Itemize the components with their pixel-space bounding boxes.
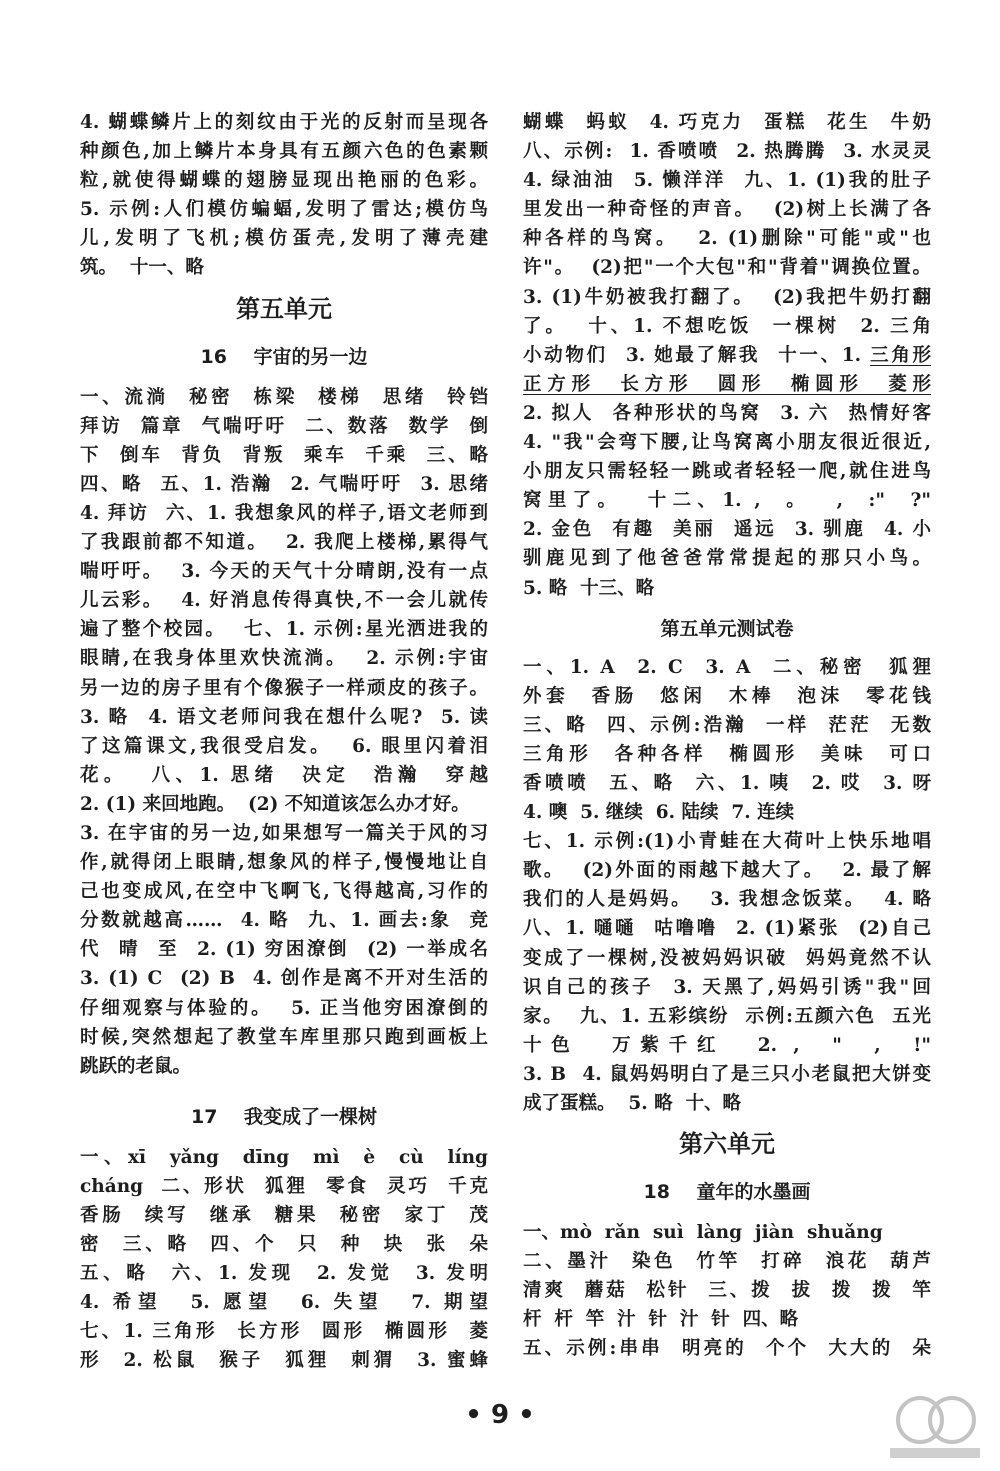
answer-line: 五、略 六、1. 发现 2. 发觉 3. 发明 [80,1263,488,1285]
answer-line: 2. 金色 有趣 美丽 遥远 3. 驯鹿 4. 小 [523,519,931,541]
test-title: 第五单元测试卷 [660,617,794,640]
answer-line: 时候,突然想起了教堂车库里那只跑到画板上 [80,1026,488,1048]
answer-line: 小动物们 3. 她最了解我 十一、1. 三角形 [523,344,931,366]
answer-line: 眼睛,在我身体里欢快流淌。 2. 示例:宇宙 [80,648,488,670]
answer-line: 4. 拜访 六、1. 我想象风的样子,语文老师到 [80,502,488,524]
lesson-title: 16 宇宙的另一边 [200,345,368,368]
answer-line: 歌。 (2)外面的雨越下越大了。 2. 最了解 [523,860,931,882]
answer-line: 七、1. 三角形 长方形 圆形 椭圆形 菱 [80,1321,488,1343]
answer-line: 种各样的鸟窝。 2. (1)删除"可能"或"也 [523,228,931,250]
answer-line: 儿云彩。 4. 好消息传得真快,不一会儿就传 [80,590,488,612]
answer-line: 4. 噢 5. 继续 6. 陆续 7. 连续 [523,802,795,824]
answer-line: 四、略 五、1. 浩瀚 2. 气喘吁吁 3. 思绪 [80,473,488,495]
answer-line: 分数就越高…… 4. 略 九、1. 画去:象 竞 [80,910,488,932]
answer-line: 花。 八、1. 思绪 决定 浩瀚 穿越 [80,764,488,786]
answer-line: 3. (1)牛奶被我打翻了。 (2)我把牛奶打翻 [523,286,931,308]
answer-line [523,370,931,399]
answer-line: 5. 略 十三、略 [523,577,655,599]
answer-line: 变成了一棵树,没被妈妈识破 妈妈竟然不认 [523,947,931,969]
answer-line: 了我跟前都不知道。 2. 我爬上楼梯,累得气 [80,532,488,554]
answer-line: 了这篇课文,我很受启发。 6. 眼里闪着泪 [80,735,488,757]
answer-line: 4. 蝴蝶鳞片上的刻纹由于光的反射而呈现各 [80,112,488,133]
answer-line: 种颜色,加上鳞片本身具有五颜六色的色素颗 [80,141,488,163]
answer-line: cháng 二、形状 狐狸 零食 灵巧 千克 [80,1175,488,1197]
answer-line: 己也变成风,在空中飞啊飞,飞得越高,习作的 [80,881,488,903]
answer-line: 作,就得闭上眼睛,想象风的样子,慢慢地让自 [80,852,488,874]
answer-line: 许"。 (2)把"一个大包"和"背着"调换位置。 [523,257,931,279]
lesson-title: 17 我变成了一棵树 [191,1105,377,1128]
answer-line: 小朋友只需轻轻一跳或者轻轻一爬,就住进鸟 [523,461,931,483]
answer-line: 3. (1) C (2) B 4. 创作是离不开对生活的 [80,968,488,990]
answer-line: 驯鹿见到了他爸爸常常提起的那只小鸟。 [523,548,931,570]
answer-line: 香肠 续写 继承 糖果 秘密 家丁 茂 [80,1205,488,1226]
answer-line: 4. 希望 5. 愿望 6. 失望 7. 期望 [80,1292,488,1314]
answer-line: 儿,发明了飞机;模仿蛋壳,发明了薄壳建 [80,228,488,250]
answer-line: 香喷喷 五、略 六、1. 咦 2. 哎 3. 呀 [523,772,931,794]
answer-line: 仔细观察与体验的。 5. 正当他穷困潦倒的 [80,997,488,1019]
answer-line: 三、略 四、示例:浩瀚 一样 茫茫 无数 [523,714,931,736]
answer-line: 五、示例:串串 明亮的 个个 大大的 朵 [523,1338,931,1360]
answer-line: 七、1. 示例:(1)小青蛙在大荷叶上快乐地唱 [523,831,931,853]
answer-line: 识自己的孩子 3. 天黑了,妈妈引诱"我"回 [523,976,931,998]
answer-line: 一、mò rǎn suì làng jiàn shuǎng [523,1222,883,1244]
answer-line: 窝里了。 十二、1. , 。 , :" ?" [523,490,931,512]
answer-line: 3. 在宇宙的另一边,如果想写一篇关于风的习 [80,822,488,844]
answer-line: 家。 九、1. 五彩缤纷 示例:五颜六色 五光 [523,1005,931,1027]
answer-line: 形 2. 松鼠 猴子 狐狸 刺猬 3. 蜜蜂 [80,1350,488,1372]
answer-line: 下 倒车 背负 背叛 乘车 千乘 三、略 [80,444,488,466]
answer-line: 三角形 各种各样 椭圆形 美味 可口 [523,743,931,765]
answer-line: 2. (1) 来回地跑。 (2) 不知道该怎么办才好。 [80,793,470,815]
answer-line: 我们的人是妈妈。 3. 我想念饭菜。 4. 略 [523,889,931,911]
answer-line: 筑。 十一、略 [80,257,204,279]
answer-line: 一、xī yǎng dīng mì è cù líng [80,1146,488,1168]
answer-line: 成了蛋糕。 5. 略 十、略 [523,1093,742,1114]
answer-line: 3. B 4. 鼠妈妈明白了是三只小老鼠把大饼变 [523,1063,931,1085]
left-column [80,108,488,1376]
lesson-title: 18 童年的水墨画 [643,1181,811,1204]
answer-line: 八、1. 嗵嗵 咕噜噜 2. (1)紧张 (2)自己 [523,918,931,940]
right-column [523,108,931,1364]
answer-line: 蝴蝶 蚂蚁 4. 巧克力 蛋糕 花生 牛奶 [523,112,931,133]
answer-line: 里发出一种奇怪的声音。 (2)树上长满了各 [523,199,931,221]
answer-line: 遍了整个校园。 七、1. 示例:星光洒进我的 [80,619,488,641]
answer-line: 另一边的房子里有个像猴子一样顽皮的孩子。 [80,677,488,699]
answer-line: 了。 十、1. 不想吃饭 一棵树 2. 三角 [523,315,931,337]
answer-line: 3. 略 4. 语文老师问我在想什么呢? 5. 读 [80,706,488,728]
answer-line: 十色 万紫千红 2. , " , !" [523,1034,931,1056]
answer-line: 4. 绿油油 5. 懒洋洋 九、1. (1)我的肚子 [523,170,931,192]
answer-line: 粒,就使得蝴蝶的翅膀显现出艳丽的色彩。 [80,170,488,192]
spacer [80,1081,488,1093]
answer-line: 八、示例: 1. 香喷喷 2. 热腾腾 3. 水灵灵 [523,141,931,163]
answer-line: 5. 示例:人们模仿蝙蝠,发明了雷达;模仿鸟 [80,199,488,221]
answer-line: 外套 香肠 悠闲 木棒 泡沫 零花钱 [523,685,931,707]
answer-line: 杆 杆 竿 汁 针 汁 针 四、略 [523,1309,799,1331]
answer-line: 跳跃的老鼠。 [80,1055,192,1077]
watermark-logo-icon [880,1390,990,1465]
answer-line: 清爽 蘑菇 松针 三、拨 拔 拨 拨 竿 [523,1280,931,1302]
answer-line: 拜访 篇章 气喘吁吁 二、数落 数学 倒 [80,415,488,437]
answer-line: 一、流淌 秘密 栋梁 楼梯 思绪 铃铛 [80,386,488,408]
underlined-text: 正方形 长方形 圆形 椭圆形 菱形 [523,373,931,395]
answer-line: 二、墨汁 染色 竹竿 打碎 浪花 葫芦 [523,1251,931,1273]
answer-line: 代 晴 至 2. (1) 穷困潦倒 (2) 一举成名 [80,939,488,961]
answer-line: 一、1. A 2. C 3. A 二、秘密 狐狸 [523,656,931,678]
unit-title: 第六单元 [679,1130,775,1159]
page-number: • 9 • [465,1400,535,1430]
answer-line: 4. "我"会弯下腰,让鸟窝离小朋友很近很近, [523,432,931,454]
answer-line: 2. 拟人 各种形状的鸟窝 3. 六 热情好客 [523,402,931,424]
unit-title: 第五单元 [236,294,332,323]
answer-line: 喘吁吁。 3. 今天的天气十分晴朗,没有一点 [80,561,488,583]
answer-line: 密 三、略 四、个 只 种 块 张 朵 [80,1234,488,1256]
underlined-text: 三角形 [870,344,931,366]
